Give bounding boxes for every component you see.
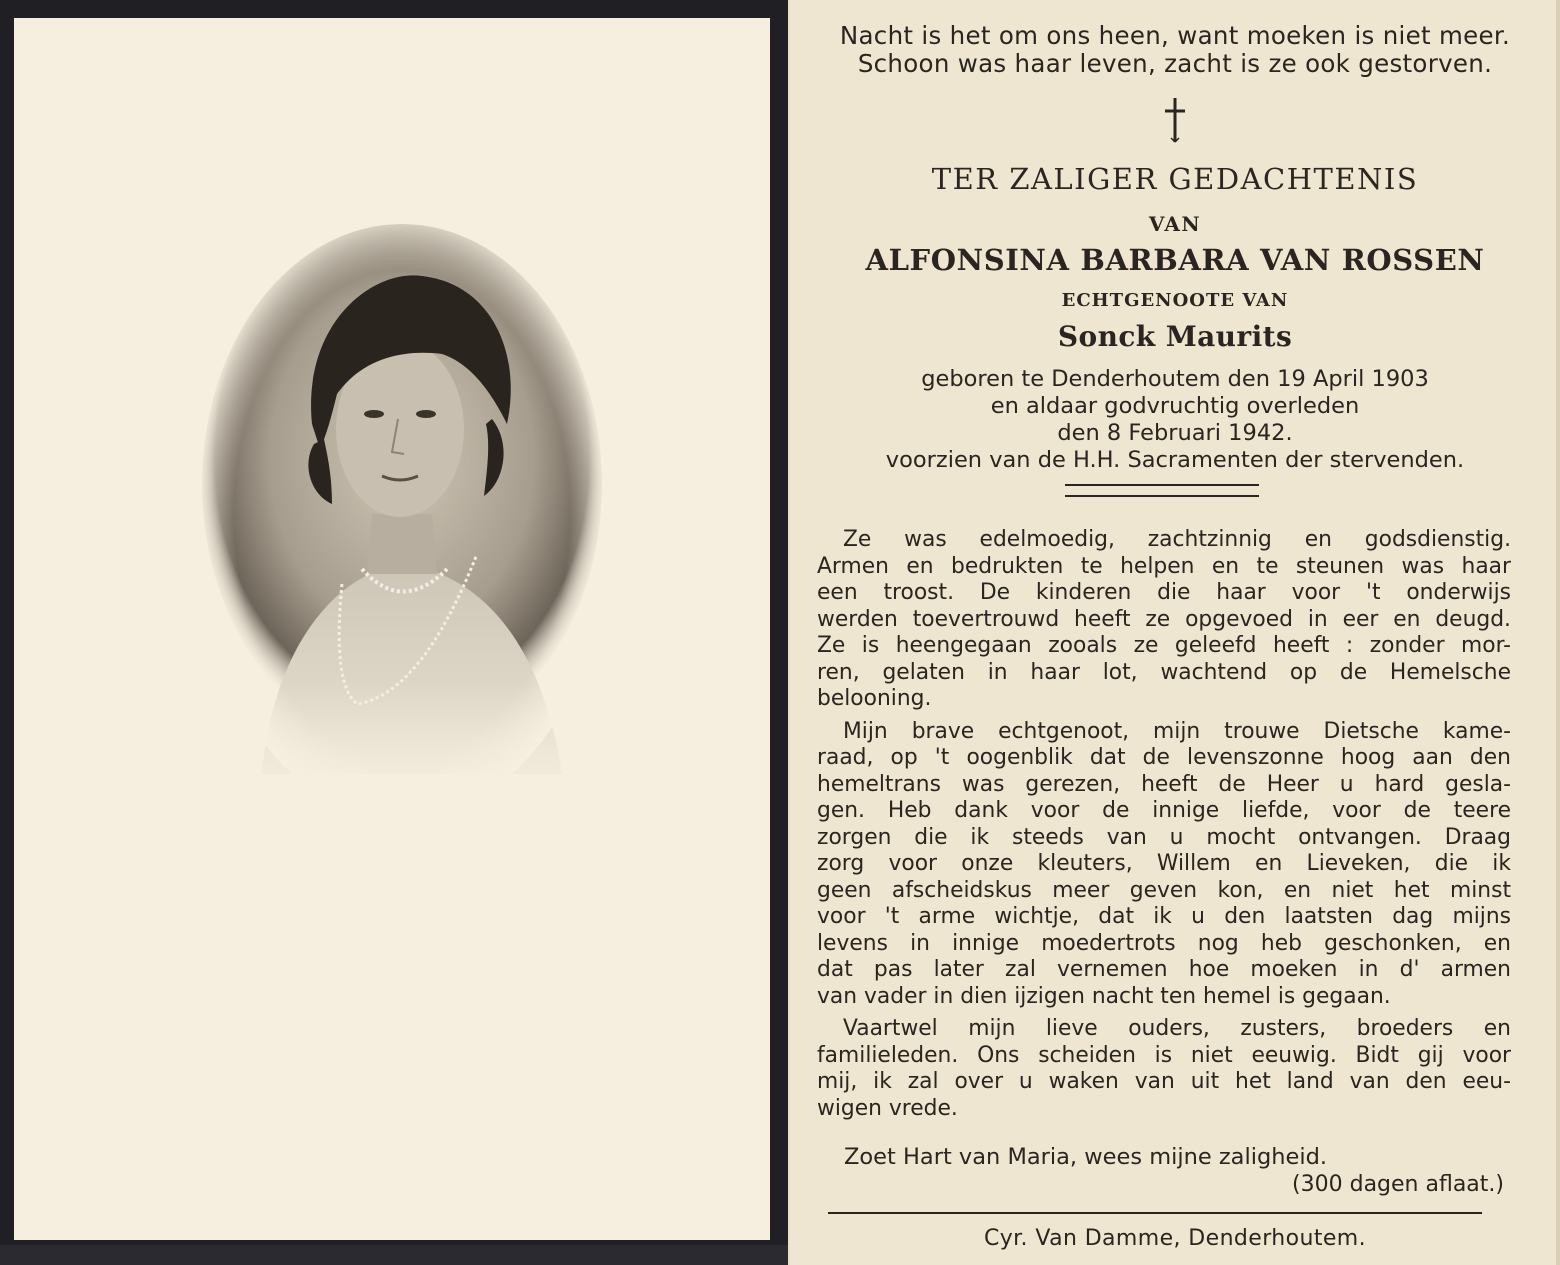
deceased-name: ALFONSINA BARBARA VAN ROSSEN [865, 243, 1485, 277]
eulogy-line: ren, gelaten in haar lot, wachtend op de Hemelsche [817, 659, 1511, 685]
spouse-name: Sonck Maurits [1057, 320, 1293, 353]
eulogy-line: gen. Heb dank voor de innige liefde, voor de teere [817, 798, 1511, 823]
eulogy-text [817, 527, 1511, 1122]
cross-icon [810, 96, 1540, 148]
motto-line-1: Nacht is het om ons heen, want moeken is niet meer. [839, 21, 1511, 50]
eulogy-line: werden toevertrouwd heeft ze opgevoed in eer en deugd. [817, 606, 1511, 632]
photo-card-paper [14, 18, 770, 1240]
motto-line-2: Schoon was haar leven, zacht is ze ook gestorven. [857, 49, 1493, 78]
eulogy-line: mij, ik zal over u waken van uit het land van den eeu- [817, 1069, 1511, 1094]
motto [810, 22, 1540, 78]
eulogy-line: van vader in dien ijzigen nacht ten hemel is gegaan. [817, 983, 1391, 1009]
eulogy-line: Ze was edelmoedig, zachtzinnig en godsdienstig. [843, 527, 1511, 552]
death-date: den 8 Februari 1942. [1057, 420, 1293, 446]
birth-line: geboren te Denderhoutem den 19 April 1903 [921, 366, 1429, 392]
double-rule-divider [1065, 484, 1259, 500]
eulogy-line: zorgen die ik steeds van u mocht ontvangen. Draag [817, 824, 1511, 850]
memorial-heading: TER ZALIGER GEDACHTENIS [931, 162, 1419, 196]
eulogy-line: dat pas later zal vernemen hoe moeken in d' armen [817, 957, 1511, 982]
life-dates [810, 366, 1540, 474]
bottom-divider [828, 1212, 1482, 1214]
card-bottom-border [0, 1245, 788, 1265]
death-line: en aldaar godvruchtig overleden [990, 393, 1360, 419]
eulogy-line: geen afscheidskus meer geven kon, en niet het minst [817, 877, 1511, 903]
sacraments-line: voorzien van de H.H. Sacramenten der stervenden. [885, 447, 1465, 473]
closing-prayer: Zoet Hart van Maria, wees mijne zaligheid. [844, 1144, 1328, 1170]
eulogy-line: raad, op 't oogenblik dat de levenszonne hoog aan den [817, 745, 1511, 770]
indulgence-note: (300 dagen aflaat.) [1292, 1172, 1504, 1197]
eulogy-line: Vaartwel mijn lieve ouders, zusters, broeders en [843, 1016, 1511, 1041]
eulogy-line: Mijn brave echtgenoot, mijn trouwe Dietsche kame- [843, 718, 1511, 744]
eulogy-line: zorg voor onze kleuters, Willem en Lieveken, die ik [817, 851, 1511, 876]
eulogy-line: hemeltrans was gerezen, heeft de Heer u hard gesla- [817, 771, 1511, 797]
eulogy-line: een troost. De kinderen die haar voor 't onderwijs [817, 580, 1511, 605]
eulogy-line: voor 't arme wichtje, dat ik u den laatsten dag mijns [817, 904, 1511, 929]
portrait-photo [192, 214, 612, 824]
van-label: VAN [1148, 212, 1202, 236]
eulogy-line: levens in innige moedertrots nog heb geschonken, en [817, 930, 1511, 956]
eulogy-line: belooning. [817, 686, 932, 711]
eulogy-line: wigen vrede. [817, 1095, 958, 1121]
card-edge [1556, 0, 1560, 1265]
printer-credit: Cyr. Van Damme, Denderhoutem. [983, 1226, 1367, 1251]
eulogy-line: Armen en bedrukten te helpen en te steunen was haar [817, 553, 1511, 579]
eulogy-line: Ze is heengegaan zooals ze geleefd heeft : zonder mor- [817, 633, 1511, 658]
spouse-label: ECHTGENOOTE VAN [1061, 290, 1289, 311]
text-card [790, 0, 1560, 1265]
eulogy-line: familieleden. Ons scheiden is niet eeuwig. Bidt gij voor [817, 1042, 1511, 1068]
